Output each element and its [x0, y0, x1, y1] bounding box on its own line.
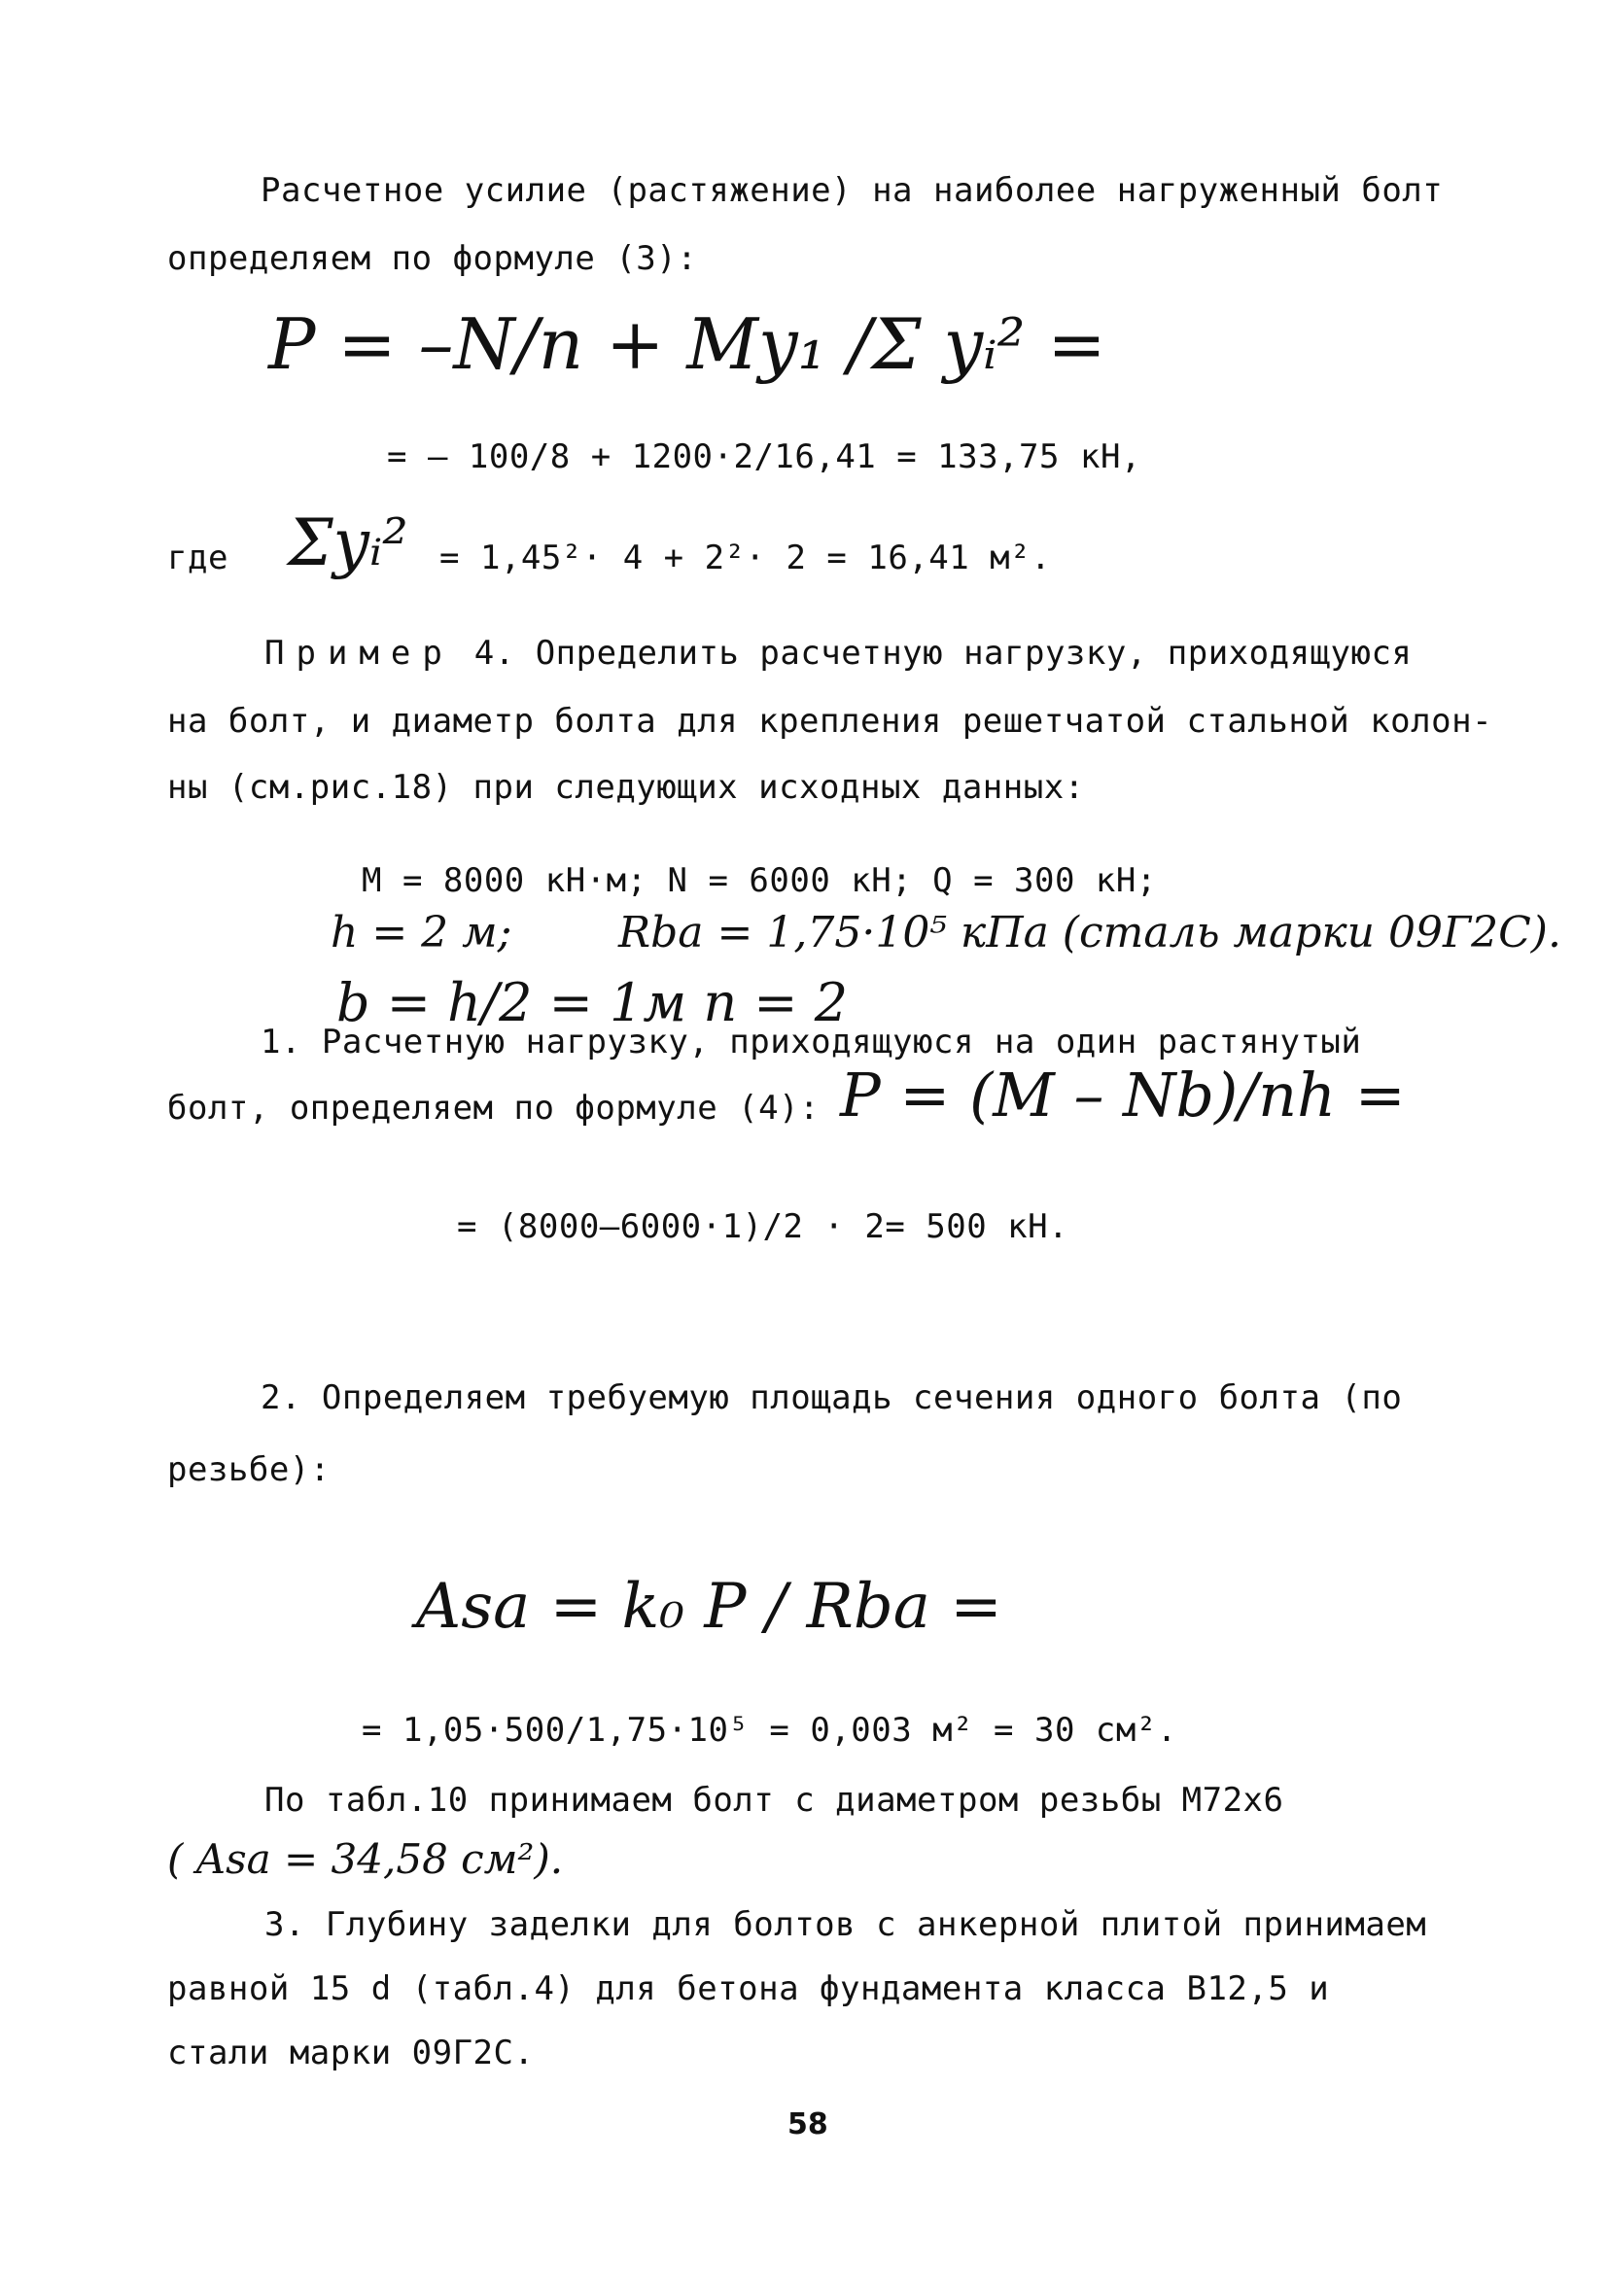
page-number: 58 [787, 2107, 828, 2141]
paragraph-line: 1. Расчетную нагрузку, приходящуюся на один растянутый [261, 1023, 1362, 1061]
rba-value: Rba = 1,75·10⁵ кПа (сталь марки 09Г2С). [618, 908, 1561, 957]
example-word: Пример [264, 634, 454, 673]
example-heading-line [264, 632, 1412, 675]
paragraph-line: на болт, и диаметр болта для крепления решетчатой стальной колон- [167, 702, 1493, 741]
paragraph-line: определяем по формуле (3): [167, 239, 698, 278]
paragraph-line: По табл.10 принимаем болт с диаметром резьбы М72х6 [264, 1781, 1284, 1820]
formula-handwritten: Asa = k₀ P / Rba = [416, 1571, 1002, 1643]
paragraph-line: болт, определяем по формуле (4): [167, 1089, 821, 1128]
where-label: где [167, 539, 228, 577]
sum-value: = 1,45²· 4 + 2²· 2 = 16,41 м². [439, 539, 1052, 577]
formula-handwritten: P = –N/n + My₁ /Σ yᵢ² = [268, 303, 1106, 385]
paragraph-line: 2. Определяем требуемую площадь сечения одного болта (по [261, 1378, 1403, 1417]
formula-result: = (8000–6000·1)/2 · 2= 500 кН. [457, 1207, 1069, 1246]
formula-result: = 1,05·500/1,75·10⁵ = 0,003 м² = 30 см². [362, 1711, 1177, 1750]
formula-handwritten: P = (M – Nb)/nh = [840, 1060, 1406, 1131]
paragraph-line: ны (см.рис.18) при следующих исходных данных: [167, 768, 1085, 807]
h-value: h = 2 м; [331, 908, 512, 957]
handwritten-b-n: b = h/2 = 1м n = 2 [336, 972, 849, 1033]
input-data-line: М = 8000 кН·м; N = 6000 кН; Q = 300 кН; [362, 861, 1157, 900]
asa-value: ( Asa = 34,58 см²). [167, 1835, 564, 1883]
paragraph-line: Расчетное усилие (растяжение) на наиболее нагруженный болт [261, 171, 1444, 210]
formula-result: = – 100/8 + 1200·2/16,41 = 133,75 кН, [387, 437, 1141, 476]
paragraph-line: равной 15 d (табл.4) для бетона фундамента класса В12,5 и [167, 1969, 1330, 2008]
example-text: 4. Определить расчетную нагрузку, приходящуюся [453, 634, 1413, 673]
paragraph-line: резьбе): [167, 1450, 331, 1489]
paragraph-line: 3. Глубину заделки для болтов с анкерной плитой принимаем [264, 1905, 1427, 1944]
sum-expression: Σyᵢ² [288, 505, 408, 580]
paragraph-line: стали марки 09Г2С. [167, 2034, 535, 2072]
